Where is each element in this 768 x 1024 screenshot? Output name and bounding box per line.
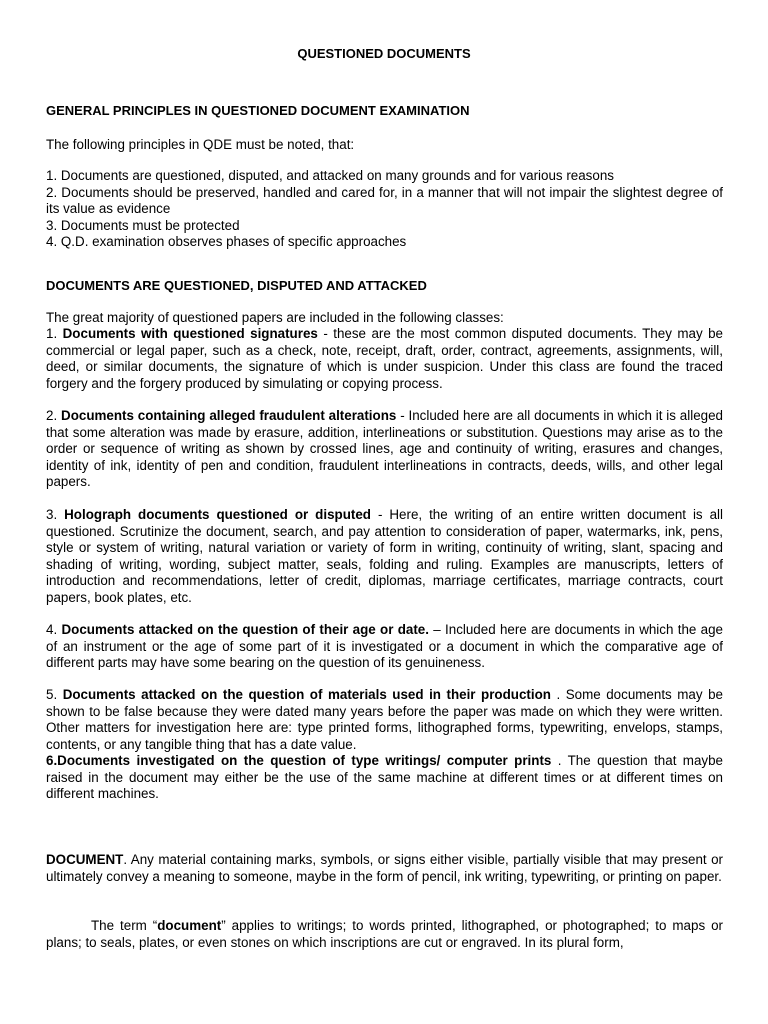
principle-item: 2. Documents should be preserved, handled and cared for, in a manner that will not impair the slightest degree of its value as evidence (46, 184, 723, 216)
class-text: – Included here are documents in which the age of an instrument or the age of some part of it is investigated or a document in which the comparative age of different parts may have some bearing on the question of its genuineness. (46, 622, 723, 670)
class-number: 2. (46, 408, 58, 423)
classes-intro: The great majority of questioned papers are included in the following classes: (46, 310, 504, 325)
term-paragraph-lead: The term “ (91, 918, 158, 933)
class-title: Documents containing alleged fraudulent alterations (61, 408, 397, 423)
definition-term: DOCUMENT (46, 852, 124, 867)
principles-list (46, 168, 723, 251)
class-item-3 (46, 507, 723, 606)
principles-intro: The following principles in QDE must be noted, that: (46, 137, 355, 152)
class-item-6 (46, 753, 723, 803)
principle-item: 1. Documents are questioned, disputed, and attacked on many grounds and for various reasons (46, 168, 614, 183)
document-title: QUESTIONED DOCUMENTS (297, 46, 471, 61)
principle-item: 3. Documents must be protected (46, 217, 240, 233)
class-text: - these are the most common disputed documents. They may be commercial or legal paper, such as a check, note, receipt, draft, order, contract, agreements, assignments, will, deed, or similar documents, the signature of which is under suspicion. Under this class are found the traced forgery and the forgery produced by simulating or copying process. (46, 326, 723, 391)
section-heading-general-principles: GENERAL PRINCIPLES IN QUESTIONED DOCUMENT EXAMINATION (46, 103, 470, 118)
class-item-2 (46, 408, 723, 491)
document-definition (46, 852, 723, 885)
class-text: - Included here are all documents in which it is alleged that some alteration was made by erasure, addition, interlineations or substitution. Questions may arise as to the order or sequence of writing as shown by crossed lines, age and continuity of writing, erasures and changes, identity of ink, identity of pen and condition, fraudulent interlineations in contracts, deeds, wills, and other legal papers. (46, 408, 723, 489)
class-text: . The question that maybe raised in the document may either be the use of the same machine at different times or at different times on different machines. (46, 753, 723, 801)
section-heading-documents-questioned: DOCUMENTS ARE QUESTIONED, DISPUTED AND ATTACKED (46, 278, 427, 293)
class-item-4 (46, 622, 723, 672)
class-item-1 (46, 326, 723, 392)
class-number: 4. (46, 622, 58, 637)
class-title: Holograph documents questioned or disputed (64, 507, 371, 522)
class-number: 5. (46, 687, 58, 702)
class-number: 3. (46, 507, 58, 522)
class-title: Documents attacked on the question of materials used in their production (62, 687, 551, 702)
class-title: 6.Documents investigated on the question of type writings/ computer prints (46, 753, 552, 768)
term-paragraph-text: ” applies to writings; to words printed, lithographed, or photographed; to maps or plans; to seals, plates, or even stones on which inscriptions are cut or engraved. In its plural form, (46, 918, 724, 950)
term-paragraph (46, 918, 723, 951)
class-item-5 (46, 687, 723, 753)
term-paragraph-bold: document (157, 918, 222, 933)
class-title: Documents with questioned signatures (62, 326, 318, 341)
class-title: Documents attacked on the question of their age or date. (61, 622, 429, 637)
class-text: - Here, the writing of an entire written document is all questioned. Scrutinize the document, search, and pay attention to consideration of paper, watermarks, ink, pens, style or system of writing, natural variation or variety of form in writing, continuity of writing, slant, spacing and shading of writing, wording, subject matter, seals, folding and ruling. Examples are manuscripts, letters of introduction and recommendations, letter of credit, diplomas, marriage certificates, marriage contracts, court papers, book plates, etc. (46, 507, 723, 605)
definition-text: . Any material containing marks, symbols, or signs either visible, partially visible that may present or ultimately convey a meaning to someone, maybe in the form of pencil, ink writing, typewriting, or printing on paper. (46, 852, 723, 884)
principle-item: 4. Q.D. examination observes phases of specific approaches (46, 234, 407, 249)
class-text: . Some documents may be shown to be false because they were dated many years before the paper was made on which they were written. Other matters for investigation here are: type printed forms, lithographed forms, typewriting, envelops, stamps, contents, or any tangible thing that has a date value. (46, 687, 723, 752)
class-number: 1. (46, 326, 58, 341)
